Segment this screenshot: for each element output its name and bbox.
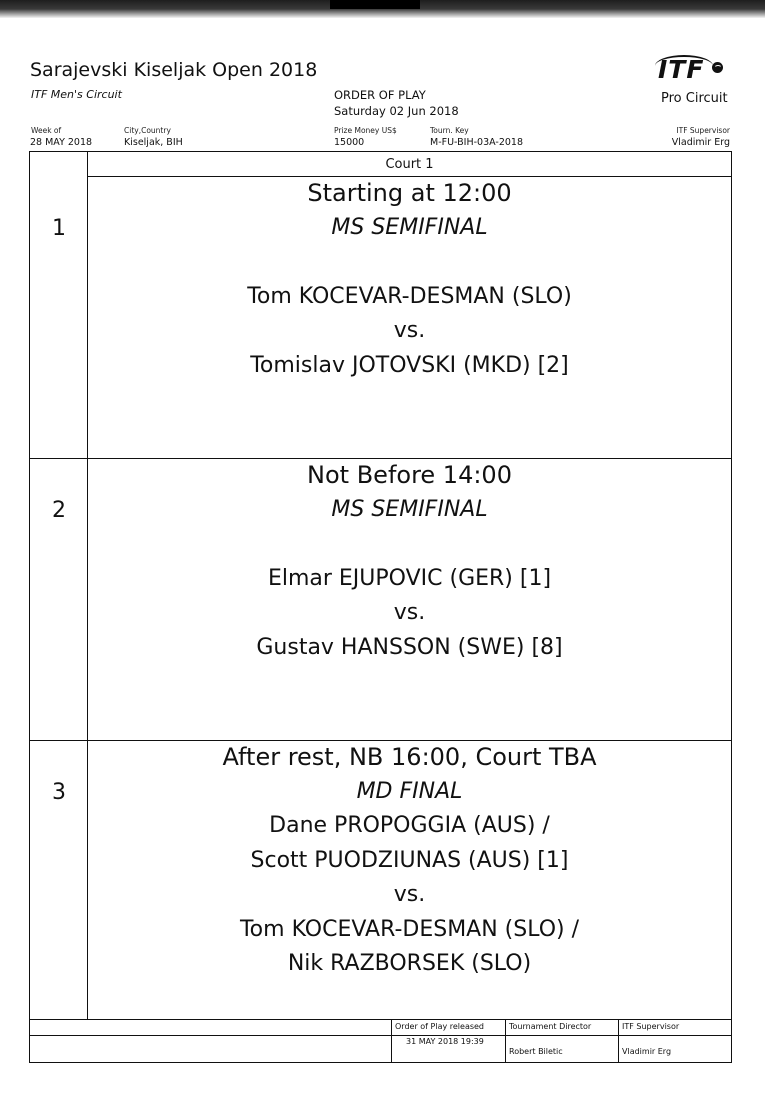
- match-player: Nik RAZBORSEK (SLO): [287, 951, 532, 976]
- released-value: 31 MAY 2018 19:39: [406, 1037, 484, 1046]
- order-of-play-table: [29, 151, 732, 1020]
- order-of-play-heading: ORDER OF PLAY: [334, 88, 426, 102]
- logo-subtitle: Pro Circuit: [661, 91, 728, 106]
- circuit-name: ITF Men's Circuit: [31, 88, 122, 101]
- footer-table: [29, 1020, 732, 1063]
- week-label: Week of: [31, 126, 62, 135]
- director-value: Robert Biletic: [509, 1047, 563, 1056]
- tournament-key-label: Tourn. Key: [430, 126, 469, 135]
- footer-cell-director: [505, 1020, 592, 1062]
- match-time: Not Before 14:00: [307, 461, 512, 489]
- tennis-ball-icon: [712, 62, 723, 73]
- match-player: Tom KOCEVAR-DESMAN (SLO) /: [239, 916, 580, 942]
- match-row-2: [30, 458, 731, 741]
- match-versus: vs.: [393, 600, 426, 625]
- window-top-bar: [0, 0, 765, 18]
- match-versus: vs.: [393, 318, 426, 343]
- prize-value: 15000: [334, 137, 365, 148]
- match-player: Elmar EJUPOVIC (GER) [1]: [267, 565, 552, 591]
- logo-mark: ITF: [658, 55, 705, 84]
- city-value: Kiseljak, BIH: [124, 137, 183, 148]
- prize-label: Prize Money US$: [334, 126, 397, 135]
- match-player: Dane PROPOGGIA (AUS) /: [269, 813, 550, 838]
- itf-pro-circuit-logo: [652, 55, 737, 110]
- window-top-tab: [330, 0, 420, 9]
- supervisor-label: ITF Supervisor: [676, 126, 730, 135]
- city-label: City,Country: [124, 126, 171, 135]
- match-versus: vs.: [393, 882, 426, 907]
- match-spacer: [88, 245, 731, 280]
- match-row-1: [30, 176, 731, 459]
- footer-cell-released: [391, 1020, 485, 1062]
- match-player: Tomislav JOTOVSKI (MKD) [2]: [250, 352, 569, 378]
- match-spacer: [88, 527, 731, 562]
- match-round: MD FINAL: [356, 778, 463, 804]
- match-round: MS SEMIFINAL: [331, 496, 488, 522]
- supervisor-value: Vladimir Erg: [671, 137, 730, 148]
- week-value: 28 MAY 2018: [30, 137, 93, 148]
- tournament-key-value: M-FU-BIH-03A-2018: [430, 137, 524, 148]
- match-player: Scott PUODZIUNAS (AUS) [1]: [250, 847, 569, 873]
- footer-supervisor-label: ITF Supervisor: [622, 1022, 680, 1031]
- match-number: 3: [52, 780, 66, 805]
- match-time: Starting at 12:00: [307, 179, 512, 207]
- court-header: Court 1: [88, 152, 731, 177]
- match-row-3: [30, 740, 731, 1019]
- footer-supervisor-value: Vladimir Erg: [622, 1047, 672, 1056]
- match-round: MS SEMIFINAL: [331, 214, 488, 240]
- match-time: After rest, NB 16:00, Court TBA: [222, 743, 597, 771]
- match-number: 1: [52, 216, 66, 241]
- released-label: Order of Play released: [395, 1022, 485, 1031]
- order-of-play-date: Saturday 02 Jun 2018: [334, 104, 459, 118]
- match-number: 2: [52, 498, 66, 523]
- footer-cell-supervisor: [618, 1020, 680, 1062]
- tournament-title: Sarajevski Kiseljak Open 2018: [30, 59, 318, 81]
- match-player: Tom KOCEVAR-DESMAN (SLO): [247, 283, 572, 309]
- director-label: Tournament Director: [509, 1022, 592, 1031]
- match-player: Gustav HANSSON (SWE) [8]: [256, 634, 563, 660]
